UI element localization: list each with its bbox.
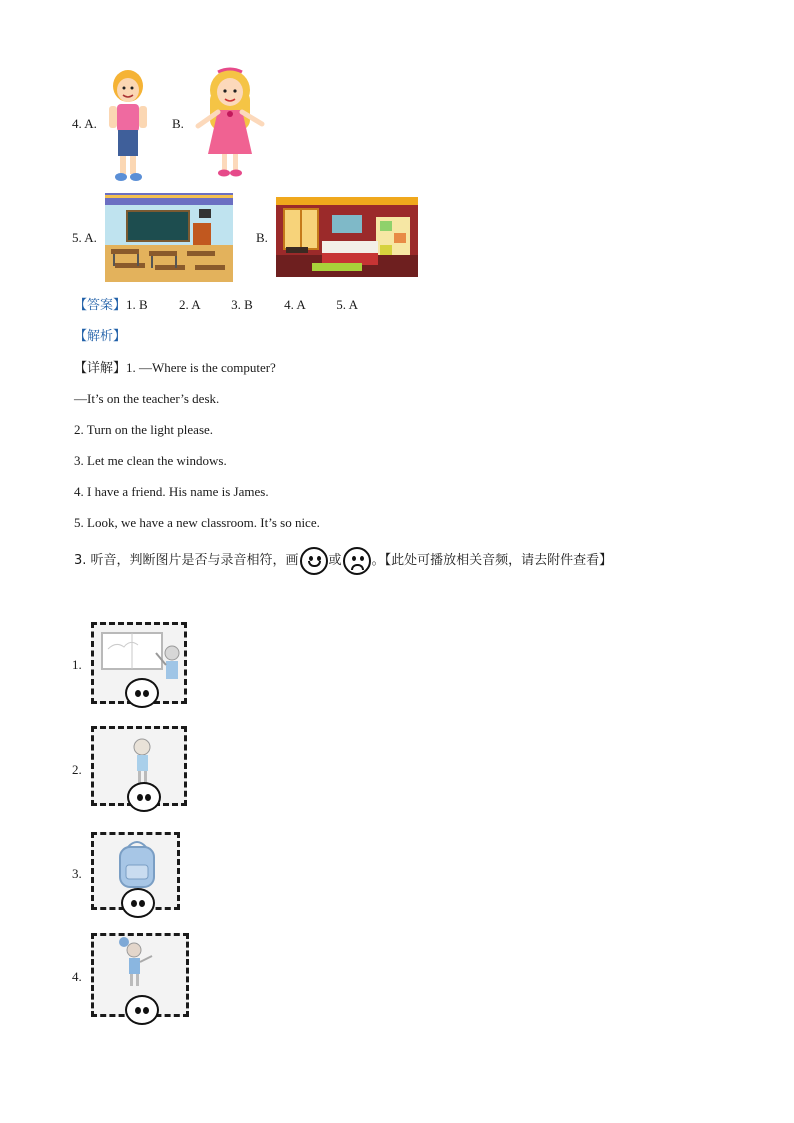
detail-first-text: 1. —Where is the computer? <box>126 360 276 375</box>
bedroom-illustration <box>276 197 418 277</box>
answer-5: 5. A <box>336 297 358 312</box>
item-number: 1. <box>72 657 82 672</box>
item-1-picture-frame <box>91 622 187 704</box>
item-4-picture-frame <box>91 933 189 1017</box>
blank-face-answer-icon[interactable] <box>127 782 161 812</box>
smiley-face-icon <box>300 547 328 575</box>
section3-suffix: 。【此处可播放相关音频，请去附件查看】 <box>371 553 613 568</box>
detail-line: 4. I have a friend. His name is James. <box>74 484 269 499</box>
item-number: 3. <box>72 866 82 881</box>
q5-number: 5. A. <box>72 230 97 245</box>
detail-line: 5. Look, we have a new classroom. It’s so nice. <box>74 515 320 530</box>
blank-face-answer-icon[interactable] <box>125 678 159 708</box>
sad-face-icon <box>343 547 371 575</box>
section3-or: 或 <box>328 553 342 568</box>
answer-3: 3. B <box>231 297 253 312</box>
answer-row <box>74 297 358 314</box>
detail-line: 3. Let me clean the windows. <box>74 453 227 468</box>
detail-label: 【详解】 <box>74 361 127 376</box>
q4-number: 4. A. <box>72 116 97 131</box>
item-number: 4. <box>72 969 82 984</box>
blank-face-answer-icon[interactable] <box>121 888 155 918</box>
analysis-label: 【解析】 <box>74 329 127 344</box>
boy-illustration <box>100 64 156 184</box>
section3-prefix: 3. 听音，判断图片是否与录音相符，画 <box>74 553 299 568</box>
blank-face-answer-icon[interactable] <box>125 995 159 1025</box>
item-number: 2. <box>72 762 82 777</box>
answer-1: 1. B <box>126 297 148 312</box>
classroom-illustration <box>105 193 233 282</box>
item-2-picture-frame <box>91 726 187 806</box>
item-3-picture-frame <box>91 832 180 910</box>
detail-line: —It’s on the teacher’s desk. <box>74 391 220 406</box>
girl-illustration <box>190 64 270 184</box>
detail-first-line <box>74 360 276 377</box>
q5-option-b: B. <box>256 230 268 245</box>
section3-instruction <box>74 546 612 576</box>
detail-line: 2. Turn on the light please. <box>74 422 214 437</box>
answer-4: 4. A <box>284 297 306 312</box>
answer-label: 【答案】 <box>74 298 127 313</box>
answer-2: 2. A <box>178 297 200 312</box>
q4-option-b: B. <box>172 116 184 131</box>
